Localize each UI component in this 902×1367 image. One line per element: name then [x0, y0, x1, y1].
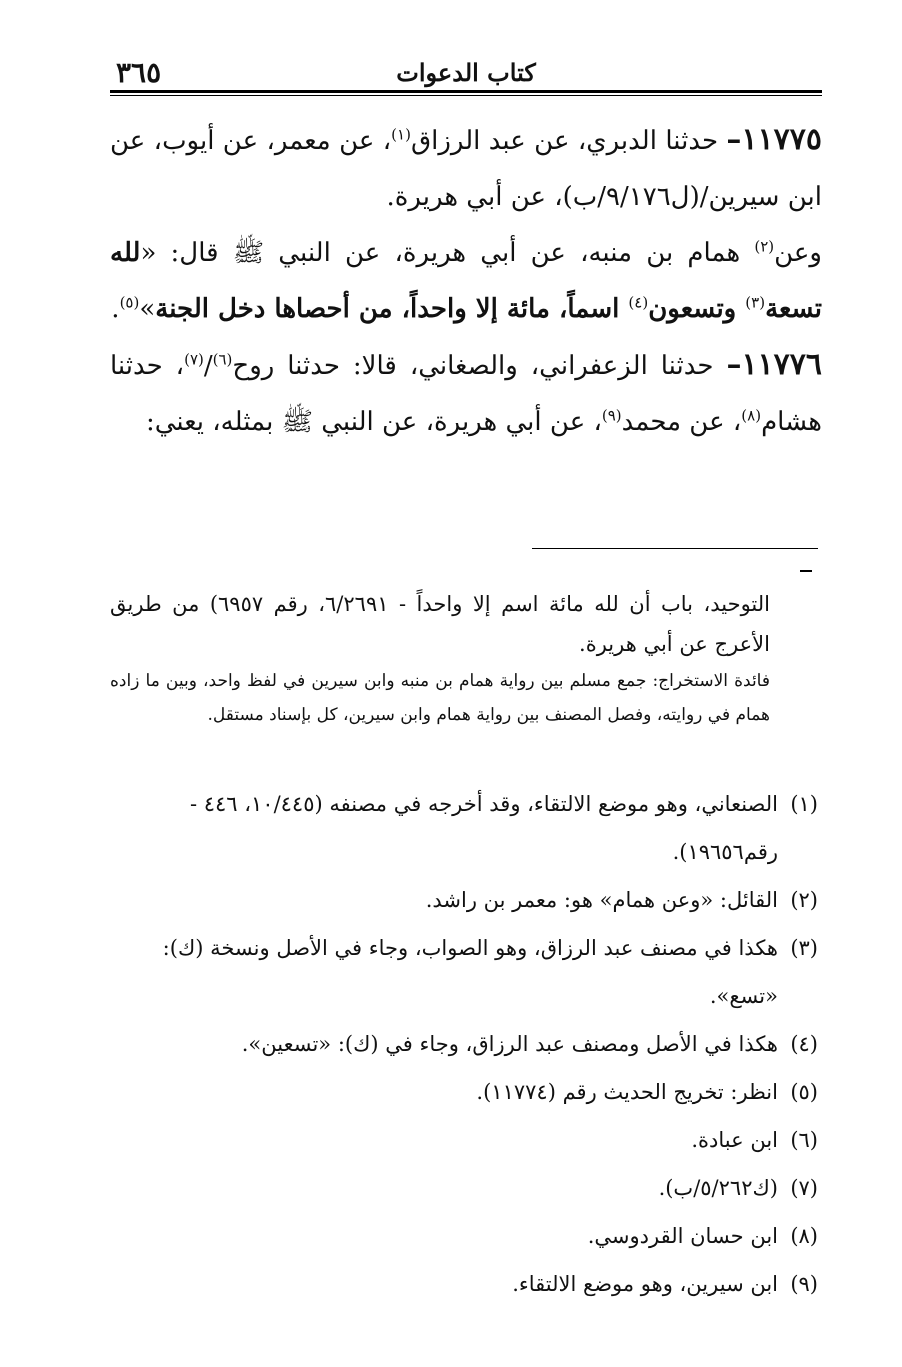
- continuation-mark: [800, 570, 812, 572]
- footnote-continuation: [110, 584, 770, 732]
- footnote-text: (ك٥/٢٦٢/ب).: [658, 1176, 778, 1200]
- page-number: ٣٦٥: [116, 56, 162, 89]
- footnote-number: (٨): [790, 1224, 818, 1248]
- footnote-number: (٩): [790, 1272, 818, 1296]
- footnotes: [100, 780, 818, 1308]
- footnote-ref: (١): [391, 125, 411, 144]
- footnote-number: (٥): [790, 1080, 818, 1104]
- footnote-number: (٧): [790, 1176, 818, 1200]
- footnote-text: ابن عبادة.: [691, 1128, 778, 1152]
- hadith-matn: لله تسعة: [110, 238, 822, 324]
- footnote-item: [100, 780, 818, 876]
- footnote-item: [100, 1212, 818, 1260]
- footnote-text: هكذا في الأصل ومصنف عبد الرزاق، وجاء في (ك): «تسعين».: [241, 1032, 778, 1056]
- footnote-text: ابن حسان القردوسي.: [587, 1224, 778, 1248]
- footnote-ref: (٧): [184, 350, 204, 369]
- footnote-text: القائل: «وعن همام» هو: معمر بن راشد.: [425, 888, 778, 912]
- footnote-ref: (٦): [212, 350, 233, 369]
- extraction-benefit-note: فائدة الاستخراج: جمع مسلم بين رواية همام بن منبه وابن سيرين في لفظ واحد، وبين ما زاده همام في روايته، وفصل المصنف بين رواية همام وابن سيرين، كل بإسناد مستقل.: [110, 671, 770, 725]
- footnote-item: [100, 1020, 818, 1068]
- running-title: كتاب الدعوات: [396, 58, 536, 87]
- footnote-number: (٢): [790, 888, 818, 912]
- footnote-ref: (٩): [601, 406, 622, 425]
- footnote-item: [100, 1068, 818, 1116]
- footnote-ref: (٣): [745, 293, 766, 312]
- footnote-ref: (٤): [628, 293, 649, 312]
- hadith-11776: ١١٧٧٦– حدثنا الزعفراني، والصغاني، قالا: حدثنا روح$^{(٦)}$/$^{(٧)}$، حدثنا هشام$^{(٨)}$، عن محمد$^{(٩)}$، عن أبي هريرة، عن النبي ﷺ بمثله، يعني:: [110, 347, 823, 437]
- footnote-text: الصنعاني، وهو موضع الالتقاء، وقد أخرجه في مصنفه (١٠/٤٤٥، ٤٤٦ - رقم١٩٦٥٦).: [189, 792, 778, 864]
- footnote-ref: (٢): [754, 237, 775, 256]
- hadith-number: ١١٧٧٥–: [726, 122, 822, 157]
- hadith-11775: ١١٧٧٥– حدثنا الدبري، عن عبد الرزاق$^{(١)}$، عن معمر، عن أيوب، عن ابن سيرين/(ل٩/١٧٦/ب)، عن أبي هريرة.: [110, 122, 822, 212]
- footnote-number: (١): [790, 792, 818, 816]
- footnote-number: (٦): [790, 1128, 818, 1152]
- footnote-text: هكذا في مصنف عبد الرزاق، وهو الصواب، وجاء في الأصل ونسخة (ك): «تسع».: [162, 936, 778, 1008]
- footnote-ref: (٥): [119, 293, 140, 312]
- footnote-text: ابن سيرين، وهو موضع الالتقاء.: [512, 1272, 778, 1296]
- hadith-11775-second-chain: وعن$^{(٢)}$ همام بن منبه، عن أبي هريرة، عن النبي ﷺ قال: «لله تسعة$^{(٣)}$ وتسعون$^{(٤)}$ اسماً، مائة إلا واحداً، من أحصاها دخل الجنة»$^{(٥)}$.: [110, 237, 822, 324]
- footnote-item: [100, 1260, 818, 1308]
- main-text: [110, 112, 822, 450]
- header-rule-thick: [110, 90, 822, 93]
- footnote-number: (٣): [790, 936, 818, 960]
- hadith-number: ١١٧٧٦–: [726, 347, 823, 382]
- footnote-item: [100, 1164, 818, 1212]
- footnote-ref: (٨): [741, 406, 762, 425]
- footnote-separator: [532, 548, 818, 549]
- header-rule-thin: [110, 95, 822, 96]
- footnote-number: (٤): [790, 1032, 818, 1056]
- footnote-item: [100, 876, 818, 924]
- footnote-continued-text: التوحيد، باب أن لله مائة اسم إلا واحداً - ٦/٢٦٩١، رقم ٦٩٥٧) من طريق الأعرج عن أبي هريرة.: [110, 592, 771, 656]
- footnote-item: [100, 1116, 818, 1164]
- page-header: [110, 56, 822, 90]
- footnote-text: انظر: تخريج الحديث رقم (١١٧٧٤).: [476, 1080, 778, 1104]
- footnote-item: [100, 924, 818, 1020]
